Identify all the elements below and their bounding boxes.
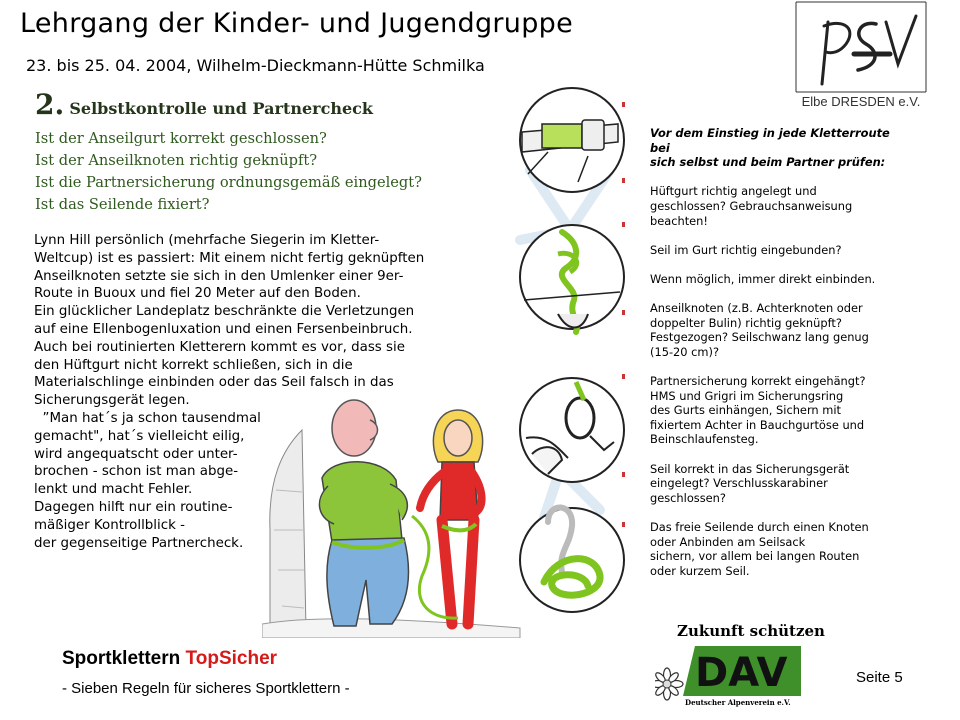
intro-line: Vor dem Einstieg in jede Kletterroute [650,126,890,140]
checklist-line: Festgezogen? Seilschwanz lang genug [650,330,869,345]
checklist-line: eingelegt? Verschlusskarabiner [650,476,828,491]
checklist-line: HMS und Grigri im Sicherungsring [650,388,844,403]
story-line: der gegenseitige Partnercheck. [34,535,244,551]
checklist-item-tie-in [650,243,950,258]
story-line: Route in Buoux und fiel 20 Meter auf den Boden. [34,286,361,302]
psv-logo-subtitle: Elbe DRESDEN e.V. [801,94,921,109]
dav-slogan: Zukunft schützen [677,622,825,640]
psv-logo [794,0,928,118]
checklist-line: (15-20 cm)? [650,344,720,359]
story-line: Dagegen hilft nur ein routine- [34,499,233,515]
checklist-line: des Gurts einhängen, Sichern mit [650,403,841,418]
page-subtitle: 23. bis 25. 04. 2004, Wilhelm-Dieckmann-Hütte Schmilka [26,56,485,75]
question-item: Ist das Seilende fixiert? [35,196,210,213]
partner-check-cartoon [262,380,522,638]
page-title: Lehrgang der Kinder- und Jugendgruppe [20,8,573,39]
dav-logo-letters: DAV [695,650,788,696]
belay-device-illustration [520,378,624,482]
story-line: Lynn Hill persönlich (mehrfache Siegerin im Kletter- [34,233,380,248]
intro-line: sich selbst und beim Partner prüfen: [650,155,886,170]
story-line: brochen - schon ist man abge- [34,464,239,480]
dav-logo-subtitle: Deutscher Alpenverein e.V. [685,698,791,707]
checklist-item-belay-device [650,462,950,506]
story-line: Ein glücklicher Landeplatz beschränkte die Verletzungen [34,304,415,320]
checklist-line: geschlossen? [650,490,726,505]
checklist-line: geschlossen? Gebrauchsanweisung [650,198,853,213]
checklist-item-harness [650,184,950,228]
checklist-line: doppelter Bulin) richtig geknüpft? [650,315,842,330]
check-questions [35,128,422,216]
section-title-text: Selbstkontrolle und Partnercheck [69,99,373,118]
footer-brand-main: Sportklettern [62,648,186,669]
checklist-line: Beinschlaufensteg. [650,432,759,447]
checklist-intro [650,126,950,170]
safety-illustrations [518,82,626,622]
checklist-item-rope-end [650,520,950,578]
checklist-line: Wenn möglich, immer direkt einbinden. [650,271,876,286]
page-number: Seite 5 [856,669,903,686]
story-line: Weltcup) ist es passiert: Mit einem nicht fertig geknüpften [34,250,425,266]
footer-subtitle: - Sieben Regeln für sicheres Sportklettern - [62,680,350,697]
checklist-line: oder kurzem Seil. [650,563,750,578]
checklist-line: sichern, vor allem bei langen Routen [650,549,860,564]
story-line: gemacht", hat´s vielleicht eilig, [34,428,245,444]
checklist-line: Seil korrekt in das Sicherungsgerät [650,461,850,476]
checklist-line: oder Anbinden am Seilsack [650,534,806,549]
story-line: den Hüftgurt nicht korrekt schließen, sich in die [34,357,353,373]
story-line: Auch bei routinierten Kletterern kommt es vor, dass sie [34,339,405,355]
checklist-line: Hüftgurt richtig angelegt und [650,184,817,199]
section-number: 2. [35,88,65,121]
checklist-item-direct-tie-in [650,272,950,287]
story-line: lenkt und macht Fehler. [34,482,193,498]
footer-brand-accent: TopSicher [185,648,278,669]
dav-logo [655,622,825,714]
intro-line: bei [650,140,670,155]
checklist-line: Partnersicherung korrekt eingehängt? [650,374,866,389]
story-line: Sicherungsgerät legen. [34,393,190,409]
question-item: Ist der Anseilknoten richtig geknüpft? [35,152,318,169]
story-line: wird angequatscht oder unter- [34,446,238,462]
story-line: Anseilknoten setzte sie sich in den Umlenker einer 9er- [34,268,404,284]
harness-buckle-illustration [520,88,624,192]
question-item: Ist der Anseilgurt korrekt geschlossen? [35,130,327,147]
footer-brand [62,648,277,670]
tie-in-knot-illustration [520,225,624,332]
rope-end-knot-illustration [520,507,624,612]
checklist-line: Anseilknoten (z.B. Achterknoten oder [650,301,863,316]
checklist-line: beachten! [650,213,708,228]
story-line: ”Man hat´s ja schon tausendmal [34,410,261,426]
partner-check-checklist [650,126,950,578]
story-line: Materialschlinge einbinden oder das Seil falsch in das [34,375,394,391]
story-line: auf eine Ellenbogenluxation und einen Fersenbeinbruch. [34,321,413,337]
checklist-line: Das freie Seilende durch einen Knoten [650,520,869,535]
section-heading [35,88,373,121]
checklist-item-knot [650,301,950,359]
checklist-line: fixiertem Achter in Bauchgurtöse und [650,417,865,432]
checklist-line: Seil im Gurt richtig eingebunden? [650,242,842,257]
checklist-item-belay [650,374,950,447]
story-line: mäßiger Kontrollblick - [34,517,185,533]
edelweiss-icon [655,668,683,700]
question-item: Ist die Partnersicherung ordnungsgemäß eingelegt? [35,174,422,191]
